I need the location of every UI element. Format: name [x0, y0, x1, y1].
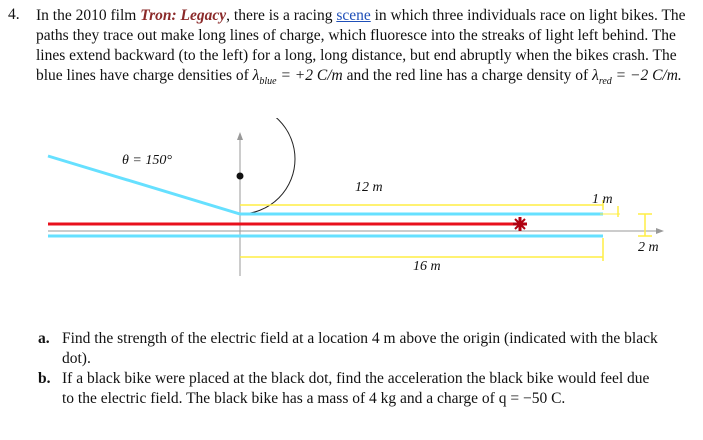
y-axis-arrow	[237, 132, 243, 140]
x-axis-arrow	[656, 228, 664, 234]
tron-figure	[0, 118, 703, 318]
dim-16m-label: 16 m	[413, 259, 441, 274]
question-list	[0, 329, 703, 409]
question-letter: a.	[38, 330, 50, 347]
lambda-blue: $\lambda_{blue} = +2$ C/m	[252, 67, 343, 88]
angle-label: θ = 150°	[122, 153, 172, 168]
figure-drawing	[0, 118, 703, 318]
dim-1m-label: 1 m	[592, 192, 613, 207]
statement-text: , there is a racing	[226, 7, 337, 24]
angle-arc	[240, 118, 295, 214]
question-text: Find the strength of the electric field at a location 4 m above the origin (indicated with the black dot).	[62, 330, 658, 367]
dim-12m-label: 12 m	[355, 180, 383, 195]
question-letter: b.	[38, 370, 51, 387]
crash-marker	[513, 217, 527, 231]
question-a	[0, 329, 662, 369]
dim-2m-label: 2 m	[638, 240, 659, 255]
film-title: Tron: Legacy	[140, 7, 227, 24]
problem-statement	[36, 6, 686, 92]
problem-number: 4.	[8, 6, 20, 23]
black-dot	[237, 173, 244, 180]
scene-link[interactable]: scene	[336, 7, 371, 24]
question-text: If a black bike were placed at the black dot, find the acceleration the black bike would feel due to the electric field. The black bike has a mass of 4 kg and a charge of q = −50 C.	[62, 370, 650, 407]
statement-text: and the red line has a charge density of	[342, 67, 593, 84]
statement-text: in which three individuals race on light bikes. The paths they trace out make long lines of charge, which fluoresce into the streaks of light left behind. The lines extend backward (to the left) for a long, long distance, but end abruptly when the bikes crash. The blue lines have charge densities of	[36, 7, 686, 84]
statement-text: In the 2010 film	[36, 7, 141, 24]
lambda-red: $\lambda_{red} = -2$ C/m.	[592, 67, 682, 88]
question-b	[0, 369, 662, 409]
